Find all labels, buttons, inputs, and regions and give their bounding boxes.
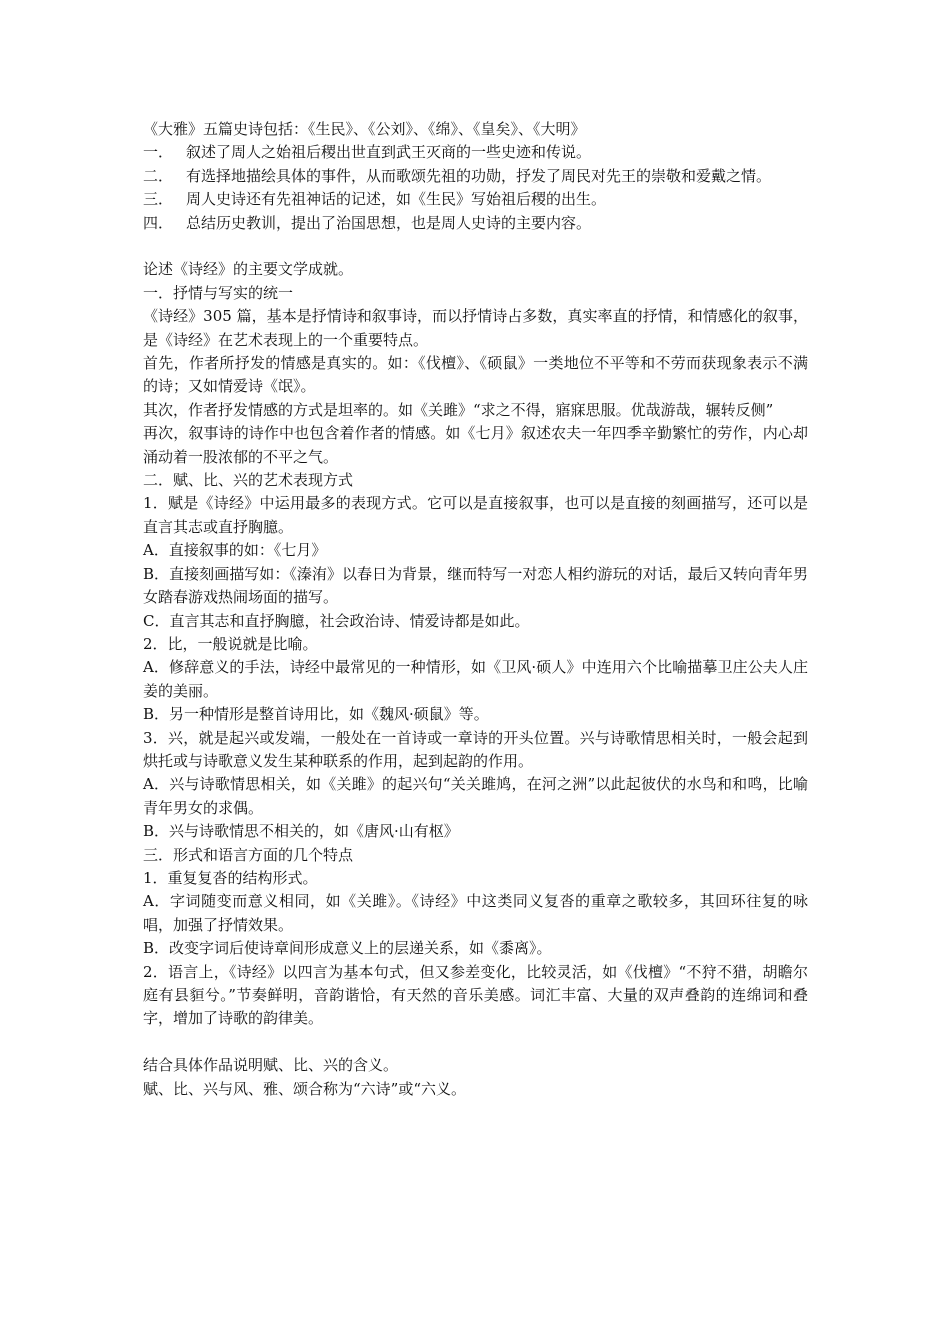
section1-item-2: [143, 165, 808, 188]
item-text: 有选择地描绘具体的事件，从而歌颂先祖的功勋，抒发了周民对先王的崇敬和爱戴之情。: [186, 166, 772, 185]
item-number: 一．: [143, 143, 174, 162]
section2-line-17: 三．形式和语言方面的几个特点: [143, 845, 354, 864]
section2-line-12: A．修辞意义的手法，诗经中最常见的一种情形，如《卫风·硕人》中连用六个比喻描摹卫庄公夫人庄姜的美丽。: [143, 658, 808, 700]
section2-line-4: 其次，作者抒发情感的方式是坦率的。如《关雎》“求之不得，寤寐思服。优哉游哉，辗转反侧”: [143, 400, 774, 419]
item-number: 三．: [143, 190, 174, 209]
section2-line-18: 1．重复复沓的结构形式。: [143, 868, 318, 887]
section2-line-6: 二．赋、比、兴的艺术表现方式: [143, 471, 354, 490]
section2-line-14: 3．兴，就是起兴或发端，一般处在一首诗或一章诗的开头位置。兴与诗歌情思相关时，一般会起到烘托或与诗歌意义发生某种联系的作用，起到起韵的作用。: [143, 728, 808, 770]
item-text: 周人史诗还有先祖神话的记述，如《生民》写始祖后稷的出生。: [186, 190, 607, 209]
section1-heading: 《大雅》五篇史诗包括：《生民》、《公刘》、《绵》、《皇矣》、《大明》: [143, 120, 586, 138]
document-page: [143, 118, 808, 1101]
item-number: 二．: [143, 166, 174, 185]
section2-line-16: B．兴与诗歌情思不相关的，如《唐风·山有枢》: [143, 822, 459, 841]
section2-line-15: A．兴与诗歌情思相关，如《关雎》的起兴句“关关雎鸠，在河之洲”以此起彼伏的水鸟和和鸣，比喻青年男女的求偶。: [143, 775, 808, 817]
section2-line-2: 《诗经》305 篇，基本是抒情诗和叙事诗，而以抒情诗占多数，真实率直的抒情，和情感化的叙事，是《诗经》在艺术表现上的一个重要特点。: [143, 307, 808, 349]
section2-line-20: B．改变字词后使诗章间形成意义上的层递关系，如《黍离》。: [143, 939, 552, 958]
item-number: 四．: [143, 213, 174, 232]
blank-line: [143, 235, 808, 258]
section2-line-1: 一．抒情与写实的统一: [143, 283, 294, 302]
section2-line-3: 首先，作者所抒发的情感是真实的。如：《伐檀》、《硕鼠》一类地位不平等和不劳而获现象表示不满的诗；又如情爱诗《氓》。: [143, 354, 808, 396]
section2-line-19: A．字词随变而意义相同，如《关雎》。《诗经》中这类同义复沓的重章之歌较多，其回环往复的咏唱，加强了抒情效果。: [143, 892, 808, 934]
section2-line-8: A．直接叙事的如：《七月》: [143, 541, 327, 560]
section2-heading: 论述《诗经》的主要文学成就。: [143, 260, 354, 279]
section1-item-4: [143, 212, 808, 235]
section2-line-13: B．另一种情形是整首诗用比，如《魏风·硕鼠》等。: [143, 705, 489, 724]
item-text: 总结历史教训，提出了治国思想，也是周人史诗的主要内容。: [186, 213, 592, 232]
section1-item-3: [143, 188, 808, 211]
section3-heading: 结合具体作品说明赋、比、兴的含义。: [143, 1056, 399, 1075]
section1-item-1: [143, 141, 808, 164]
section2-line-21: 2．语言上，《诗经》以四言为基本句式，但又参差变化，比较灵活，如《伐檀》“不狩不猎，胡瞻尔庭有县貆兮。”节奏鲜明，音韵谐恰，有天然的音乐美感。词汇丰富、大量的双声叠韵的连绵词和叠字，增加了诗歌的韵律美。: [143, 962, 808, 1028]
blank-line: [143, 1031, 808, 1054]
section2-line-9: B．直接刻画描写如：《溱洧》以春日为背景，继而特写一对恋人相约游玩的对话，最后又转向青年男女踏春游戏热闹场面的描写。: [143, 564, 808, 607]
section3-line-1: 赋、比、兴与风、雅、颂合称为“六诗”或“六义。: [143, 1079, 467, 1098]
section2-line-5: 再次，叙事诗的诗作中也包含着作者的情感。如《七月》叙述农夫一年四季辛勤繁忙的劳作，内心却涌动着一股浓郁的不平之气。: [143, 424, 808, 466]
section2-line-11: 2．比，一般说就是比喻。: [143, 634, 318, 653]
item-text: 叙述了周人之始祖后稷出世直到武王灭商的一些史迹和传说。: [186, 143, 592, 162]
section2-line-7: 1．赋是《诗经》中运用最多的表现方式。它可以是直接叙事，也可以是直接的刻画描写，还可以是直言其志或直抒胸臆。: [143, 494, 808, 536]
section2-line-10: C．直言其志和直抒胸臆，社会政治诗、情爱诗都是如此。: [143, 611, 530, 630]
